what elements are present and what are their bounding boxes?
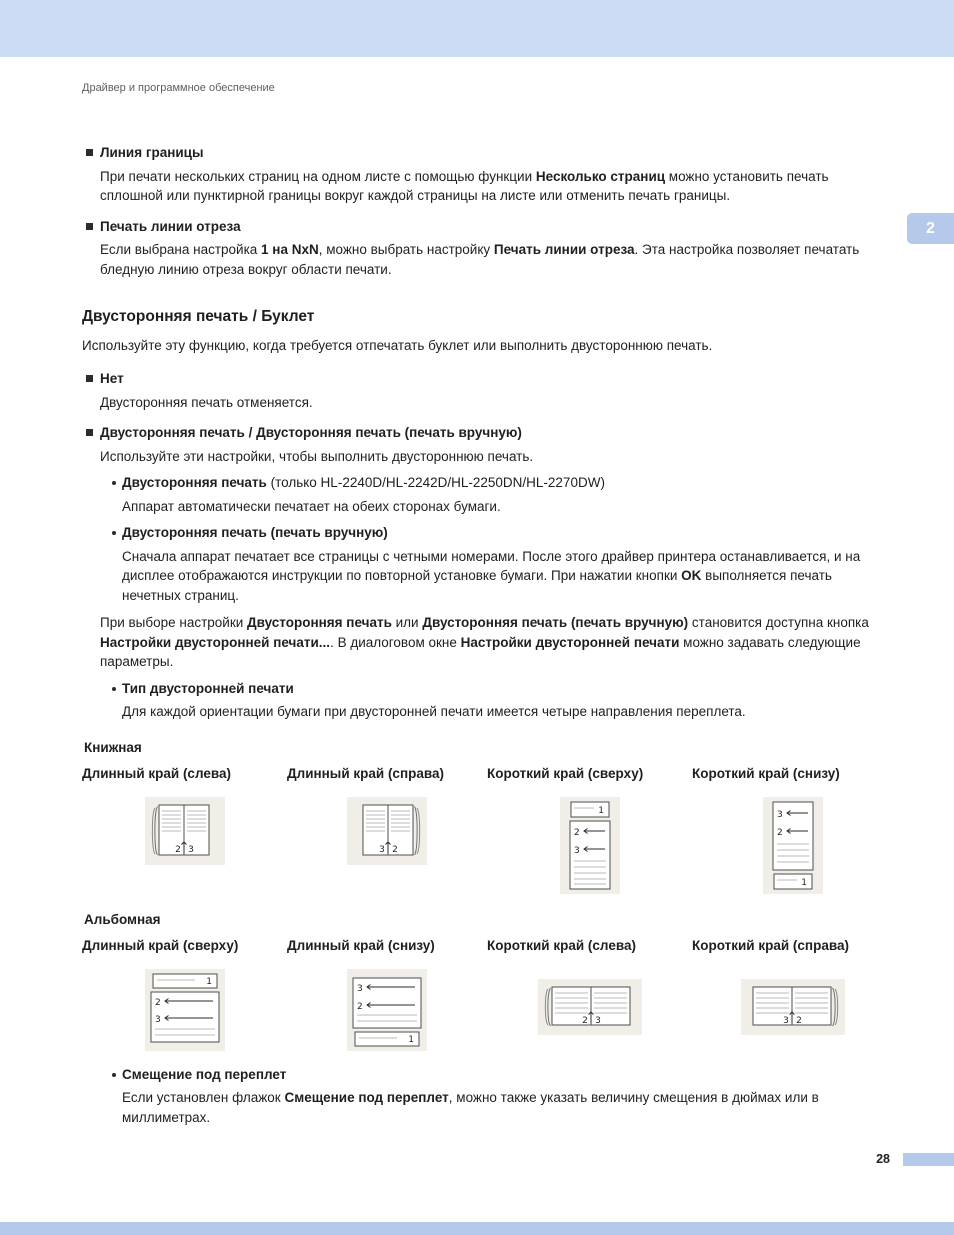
bottom-accent-band — [0, 1222, 954, 1235]
none-paragraph: Двусторонняя печать отменяется. — [100, 394, 313, 410]
text-run: При выборе настройки — [100, 615, 248, 630]
duplex-diagram-landscape-long-edge-bottom — [347, 969, 427, 1051]
duplex-settings-note — [100, 613, 894, 672]
page-order-number: 2 — [581, 1015, 588, 1026]
subbullet-title: Двусторонняя печать (печать вручную) — [122, 525, 388, 540]
subbullet-manual-duplex — [110, 523, 894, 543]
binding-caption: Длинный край (справа) — [287, 766, 444, 781]
bold-run: Двусторонняя печать — [247, 615, 392, 630]
page-number: 28 — [876, 1152, 890, 1166]
binding-caption: Короткий край (сверху) — [487, 766, 644, 781]
duplex-diagram-landscape-short-edge-left — [538, 979, 642, 1035]
landscape-label: Альбомная — [84, 911, 161, 927]
page-order-number: 2 — [392, 844, 398, 855]
bold-run: Настройки двусторонней печати... — [100, 634, 331, 650]
subbullet-title: Смещение под переплет — [122, 1066, 287, 1082]
binding-option-long-right — [287, 764, 487, 865]
bold-run: Настройки двусторонней печати — [460, 634, 680, 650]
binding-caption: Длинный край (сверху) — [82, 938, 239, 953]
page-content — [82, 132, 894, 1127]
auto-duplex-paragraph: Аппарат автоматически печатает на обеих сторонах бумаги. — [122, 498, 501, 514]
subbullet-duplex-type — [110, 679, 894, 699]
footer-accent-strip — [903, 1153, 954, 1166]
binding-caption: Длинный край (снизу) — [287, 938, 435, 953]
binding-option-short-right — [692, 936, 894, 1035]
binding-offset-paragraph — [122, 1088, 894, 1127]
text-run: Если установлен флажок — [122, 1090, 285, 1105]
bold-run: OK — [681, 568, 702, 583]
page-order-number: 3 — [357, 983, 363, 994]
running-header: Драйвер и программное обеспечение — [82, 82, 275, 94]
landscape-binding-options — [82, 936, 894, 1051]
subbullet-title: Двусторонняя печать — [122, 475, 267, 490]
page-order-number: 3 — [573, 845, 580, 856]
page-order-number: 1 — [205, 976, 212, 987]
binding-option-long-bottom — [287, 936, 487, 1051]
section-heading: Двусторонняя печать / Буклет — [82, 308, 315, 325]
text-run: можно задавать следующие параметры. — [100, 634, 861, 669]
text-run: или — [391, 615, 423, 630]
binding-caption: Длинный край (слева) — [82, 766, 231, 781]
duplex-diagram-portrait-short-edge-bottom — [763, 797, 823, 894]
bullet-title: Двусторонняя печать / Двусторонняя печать (печать вручную) — [100, 425, 522, 440]
page-order-number: 3 — [783, 1015, 789, 1026]
duplex-diagram-portrait-long-edge-right — [347, 797, 427, 865]
text-run: Если выбрана настройка — [100, 242, 262, 257]
page-order-number: 2 — [777, 827, 783, 838]
binding-option-short-left — [487, 936, 692, 1035]
binding-caption: Короткий край (снизу) — [692, 766, 840, 781]
text-run: можно установить печать сплошной или пунктирной границы вокруг каждой страницы на листе или отменить печать границы. — [100, 168, 829, 203]
chapter-tab — [907, 213, 954, 244]
binding-option-short-bottom — [692, 764, 894, 894]
text-run: Сначала аппарат печатает все страницы с четными номерами. После этого драйвер принтера останавливается, и на дисплее отображаются инструкции по повторной установке бумаги. При нажатии кнопки — [122, 548, 861, 583]
page-order-number: 3 — [379, 844, 385, 855]
duplex-type-paragraph: Для каждой ориентации бумаги при двусторонней печати имеется четыре направления переплета. — [122, 704, 746, 719]
text-run: становится доступна кнопка — [688, 615, 869, 630]
text-run: . В диалоговом окне — [330, 634, 461, 650]
binding-option-long-left — [82, 764, 287, 865]
border-line-paragraph — [100, 167, 894, 206]
binding-option-long-top — [82, 936, 287, 1051]
text-run: (только HL-2240D/HL-2242D/HL-2250DN/HL-2270DW) — [266, 475, 605, 490]
page-order-number: 2 — [573, 827, 580, 838]
duplex-paragraph: Используйте эти настройки, чтобы выполнить двустороннюю печать. — [100, 448, 534, 464]
page-order-number: 2 — [154, 997, 161, 1008]
chapter-number: 2 — [926, 219, 935, 237]
page-order-number: 2 — [174, 844, 181, 855]
bullet-none — [82, 369, 894, 389]
text-run: выполняется печать нечетных страниц. — [122, 568, 832, 603]
subbullet-auto-duplex — [110, 473, 894, 493]
bullet-title: Нет — [100, 371, 124, 386]
bold-run: Печать линии отреза — [493, 242, 635, 257]
text-run: . Эта настройка позволяет печатать бледную линию отреза вокруг области печати. — [100, 242, 860, 277]
binding-option-short-top — [487, 764, 692, 894]
section-intro: Используйте эту функцию, когда требуется отпечатать буклет или выполнить двустороннюю печать. — [82, 338, 713, 353]
bullet-border-line — [82, 143, 894, 163]
text-run: , можно выбрать настройку — [318, 242, 494, 257]
duplex-diagram-portrait-long-edge-left — [145, 797, 225, 865]
bullet-title: Печать линии отреза — [100, 218, 241, 234]
page-order-number: 2 — [796, 1015, 802, 1026]
page-order-number: 1 — [408, 1034, 414, 1045]
page-order-number: 3 — [154, 1014, 161, 1025]
bold-run: 1 на NxN — [261, 242, 319, 257]
page-order-number: 1 — [801, 877, 807, 888]
cut-line-paragraph — [100, 240, 894, 279]
page-order-number: 1 — [597, 805, 604, 816]
bullet-title: Линия границы — [100, 145, 204, 160]
duplex-diagram-portrait-short-edge-top — [560, 797, 620, 894]
bold-run: Несколько страниц — [535, 168, 666, 184]
page-order-number: 3 — [187, 844, 194, 855]
subbullet-binding-offset — [110, 1065, 894, 1085]
subbullet-title: Тип двусторонней печати — [122, 680, 294, 696]
binding-caption: Короткий край (слева) — [487, 938, 636, 953]
binding-caption: Короткий край (справа) — [692, 938, 849, 953]
bold-run: Двусторонняя печать (печать вручную) — [422, 615, 689, 630]
portrait-binding-options — [82, 764, 894, 894]
text-run: , можно также указать величину смещения в дюймах или в миллиметрах. — [122, 1090, 819, 1125]
page-order-number: 3 — [594, 1015, 601, 1026]
bullet-duplex — [82, 423, 894, 443]
duplex-diagram-landscape-short-edge-right — [741, 979, 845, 1035]
portrait-label: Книжная — [84, 739, 142, 755]
page-order-number: 2 — [357, 1001, 363, 1012]
duplex-diagram-landscape-long-edge-top — [145, 969, 225, 1051]
page-order-number: 3 — [777, 809, 783, 820]
bullet-cut-line — [82, 217, 894, 237]
bold-run: Смещение под переплет — [284, 1090, 449, 1105]
top-accent-band — [0, 0, 954, 57]
manual-duplex-paragraph — [122, 547, 894, 606]
text-run: При печати нескольких страниц на одном листе с помощью функции — [100, 168, 536, 184]
